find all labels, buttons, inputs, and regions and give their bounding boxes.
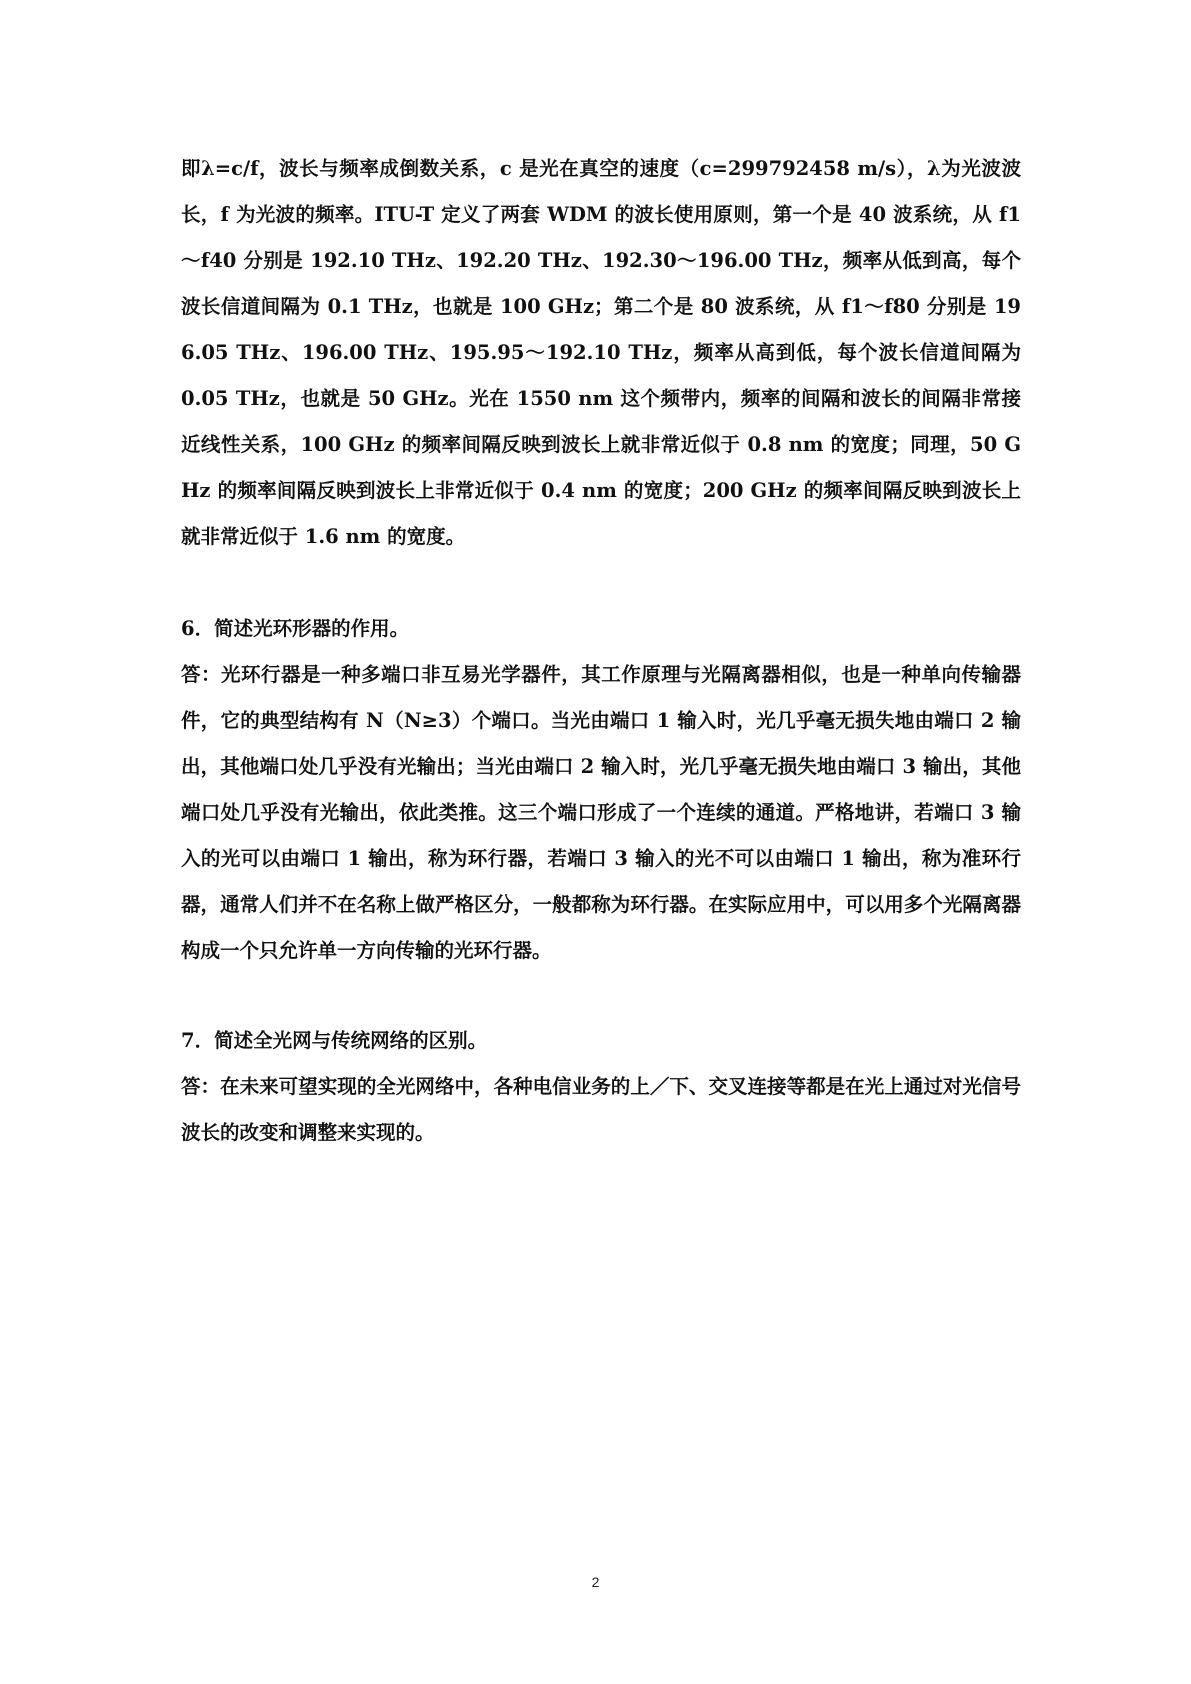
question-6-answer: 答：光环行器是一种多端口非互易光学器件，其工作原理与光隔离器相似，也是一种单向传输器件，它的典型结构有 N（N≥3）个端口。当光由端口 1 输入时，光几乎毫无损失地由端口 2 输出，其他端口处几乎没有光输出；当光由端口 2 输入时，光几乎毫无损失地由端口 3 输出，其他端口处几乎没有光输出，依此类推。这三个端口形成了一个连续的通道。严格地讲，若端口 3 输入的光可以由端口 1 输出，称为环行器，若端口 3 输入的光不可以由端口 1 输出，称为准环行器，通常人们并不在名称上做严格区分，一般都称为环行器。在实际应用中，可以用多个光隔离器构成一个只允许单一方向传输的光环行器。 [181, 663, 1021, 962]
question-6-heading: 6．简述光环形器的作用。 [181, 617, 410, 640]
page-number: 2 [591, 1574, 600, 1590]
question-7-heading: 7．简述全光网与传统网络的区别。 [181, 1029, 488, 1052]
question-7-answer: 答：在未来可望实现的全光网络中，各种电信业务的上／下、交叉连接等都是在光上通过对光信号波长的改变和调整来实现的。 [181, 1075, 1021, 1144]
page-content [181, 146, 1021, 1156]
section-spacer [181, 974, 1021, 1018]
section-spacer [181, 560, 1021, 606]
intro-paragraph: 即λ=c/f，波长与频率成倒数关系，c 是光在真空的速度（c=299792458 m/s），λ为光波波长，f 为光波的频率。ITU-T 定义了两套 WDM 的波长使用原则，第一个是 40 波系统，从 f1～f40 分别是 192.10 THz、192.20 THz、192.30～196.00 THz，频率从低到高，每个波长信道间隔为 0.1 THz，也就是 100 GHz；第二个是 80 波系统，从 f1～f80 分别是 196.05 THz、196.00 THz、195.95～192.10 THz，频率从高到低，每个波长信道间隔为 0.05 THz，也就是 50 GHz。光在 1550 nm 这个频带内，频率的间隔和波长的间隔非常接近线性关系，100 GHz 的频率间隔反映到波长上就非常近似于 0.8 nm 的宽度；同理，50 GHz 的频率间隔反映到波长上非常近似于 0.4 nm 的宽度；200 GHz 的频率间隔反映到波长上就非常近似于 1.6 nm 的宽度。 [181, 157, 1021, 548]
